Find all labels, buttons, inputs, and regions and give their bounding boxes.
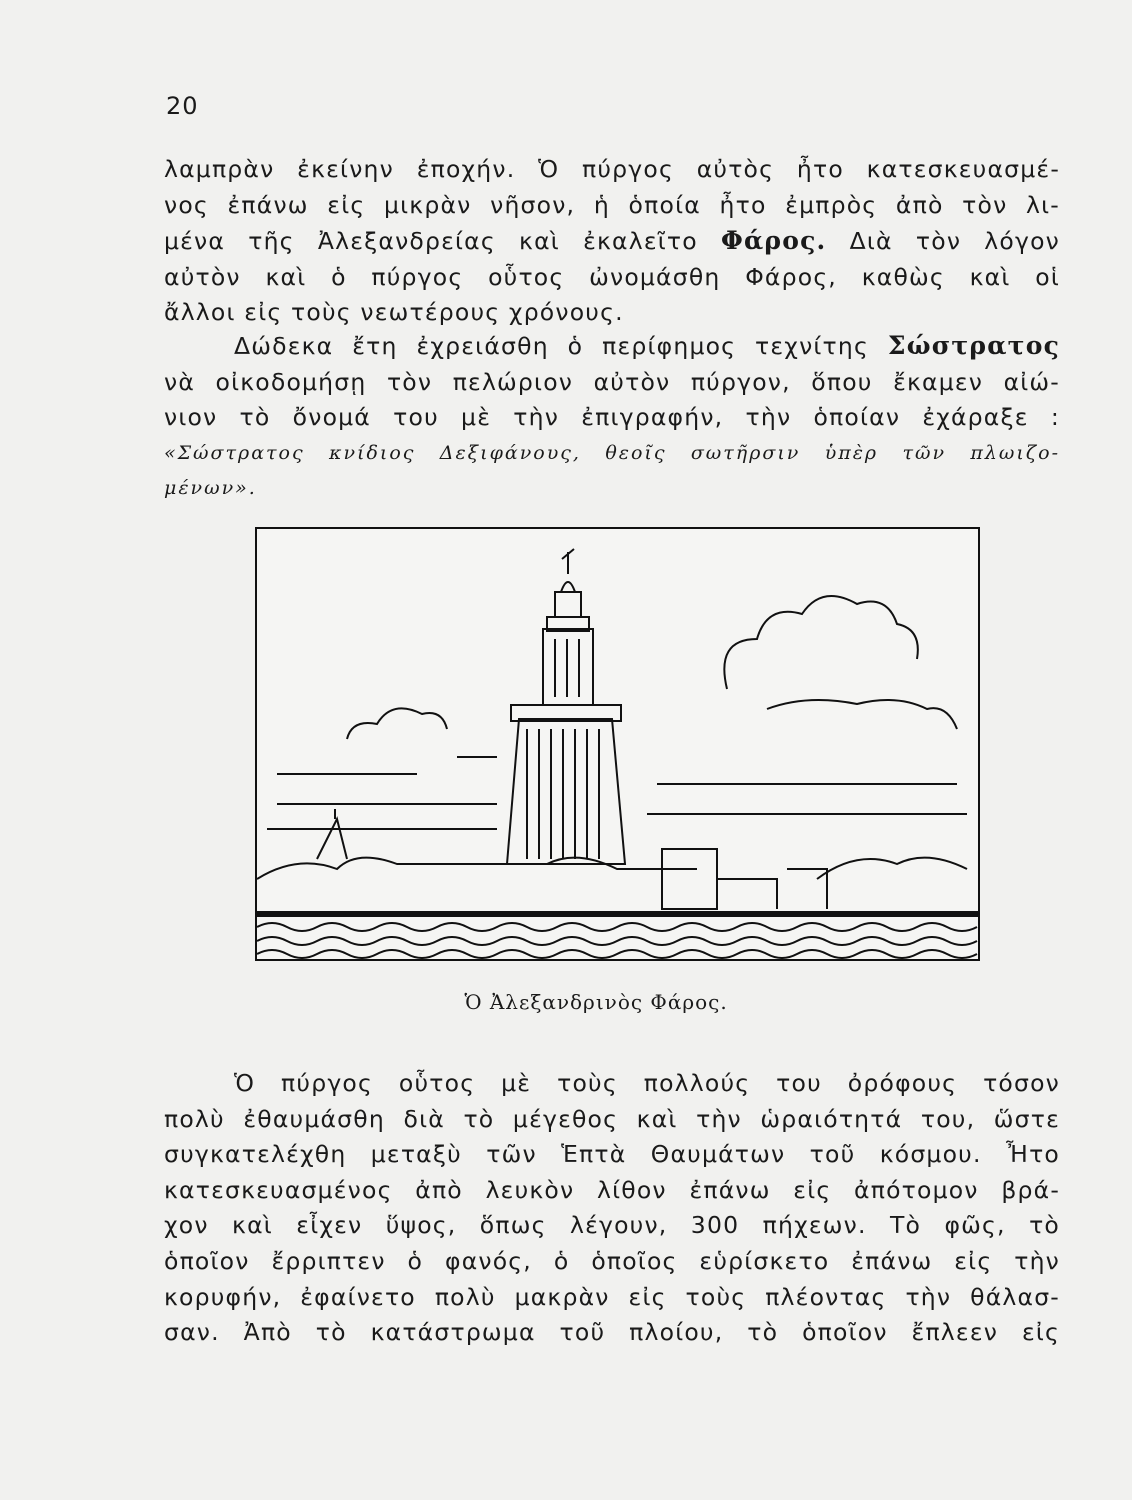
text-line: λαμπρὰν ἐκείνην ἐποχήν. Ὁ πύργος αὐτὸς ἦτο κατεσκευασμέ- [164, 155, 1060, 183]
lighthouse-drawing [257, 529, 978, 959]
tower-lantern [555, 582, 581, 617]
text-line: ὁποῖον ἔρριπτεν ὁ φανός, ὁ ὁποῖος εὑρίσκετο ἐπάνω εἰς τὴν [164, 1246, 1060, 1275]
cloud-right-lower [767, 700, 957, 729]
text-line: πολὺ ἐθαυμάσθη διὰ τὸ μέγεθος καὶ τὴν ὡραιότητά του, ὥστε [164, 1104, 1060, 1133]
paragraph-3 [164, 1066, 1060, 1351]
text-line: συγκατελέχθη μεταξὺ τῶν Ἑπτὰ Θαυμάτων τοῦ κόσμου. Ἦτο [164, 1140, 1060, 1169]
hills-right [817, 858, 967, 879]
text-line: αὐτὸν καὶ ὁ πύργος οὗτος ὠνομάσθη Φάρος, καθὼς καὶ οἱ [164, 262, 1060, 291]
text-line: νὰ οἰκοδομήσῃ τὸν πελώριον αὐτὸν πύργον, ὅπου ἔκαμεν αἰώ- [164, 367, 1060, 396]
text-line: Ὁ πύργος οὗτος μὲ τοὺς πολλούς του ὀρόφους τόσον [234, 1069, 1060, 1097]
buildings-right-low [717, 869, 827, 909]
text-line [164, 223, 1060, 260]
text-line: κορυφήν, ἐφαίνετο πολὺ μακρὰν εἰς τοὺς πλέοντας τὴν θάλασ- [164, 1282, 1060, 1311]
text-line: κατεσκευασμένος ἀπὸ λευκὸν λίθον ἐπάνω εἰς ἀπότομον βρά- [164, 1175, 1060, 1204]
tower-main-body [507, 719, 625, 864]
bold-term-pharos: Φάρος. [720, 226, 827, 256]
text-fragment: Δώδεκα ἔτη ἐχρειάσθη ὁ περίφημος τεχνίτης [234, 332, 869, 360]
cloud-left [347, 708, 447, 739]
text-line [164, 328, 1060, 365]
tower-second-windows [555, 639, 579, 697]
sea-waves-1 [257, 923, 977, 931]
shoreline [257, 911, 978, 917]
bold-term-sostratos: Σώστρατος [887, 331, 1060, 360]
cloud-right [724, 596, 917, 689]
sea-waves-2 [257, 937, 977, 945]
text-fragment: μένα τῆς Ἀλεξανδρείας καὶ ἐκαλεῖτο [164, 227, 698, 256]
text-line: ἄλλοι εἰς τοὺς νεωτέρους χρόνους. [164, 298, 624, 327]
building-right [662, 849, 717, 909]
inscription-line: «Σώστρατος κνίδιος Δεξιφάνους, θεοῖς σωτῆρσιν ὑπὲρ τῶν πλωιζο- [164, 441, 1060, 464]
text-line: νος ἐπάνω εἰς μικρὰν νῆσον, ἡ ὁποία ἦτο ἐμπρὸς ἀπὸ τὸν λι- [164, 190, 1060, 219]
lighthouse-illustration [255, 527, 980, 961]
ship-sail [317, 809, 347, 859]
tower-pilasters [527, 729, 599, 859]
text-line: νιον τὸ ὄνομά του μὲ τὴν ἐπιγραφήν, τὴν ὁποίαν ἐχάραξε : [164, 403, 1060, 432]
figure-caption: Ὁ Ἀλεξανδρινὸς Φάρος. [464, 990, 728, 1014]
page-number: 20 [166, 92, 199, 120]
text-line: χον καὶ εἶχεν ὕψος, ὅπως λέγουν, 300 πήχεων. Τὸ φῶς, τὸ [164, 1211, 1060, 1240]
text-fragment: Διὰ τὸν λόγον [849, 227, 1060, 256]
island-outline [257, 858, 697, 879]
paragraph-2 [164, 328, 1060, 507]
inscription-line: μένων». [164, 477, 257, 500]
paragraph-1 [164, 152, 1060, 331]
sea-waves-3 [257, 950, 977, 958]
text-line: σαν. Ἀπὸ τὸ κατάστρωμα τοῦ πλοίου, τὸ ὁποῖον ἔπλεεν εἰς [164, 1318, 1060, 1347]
tower-statue [562, 549, 574, 574]
